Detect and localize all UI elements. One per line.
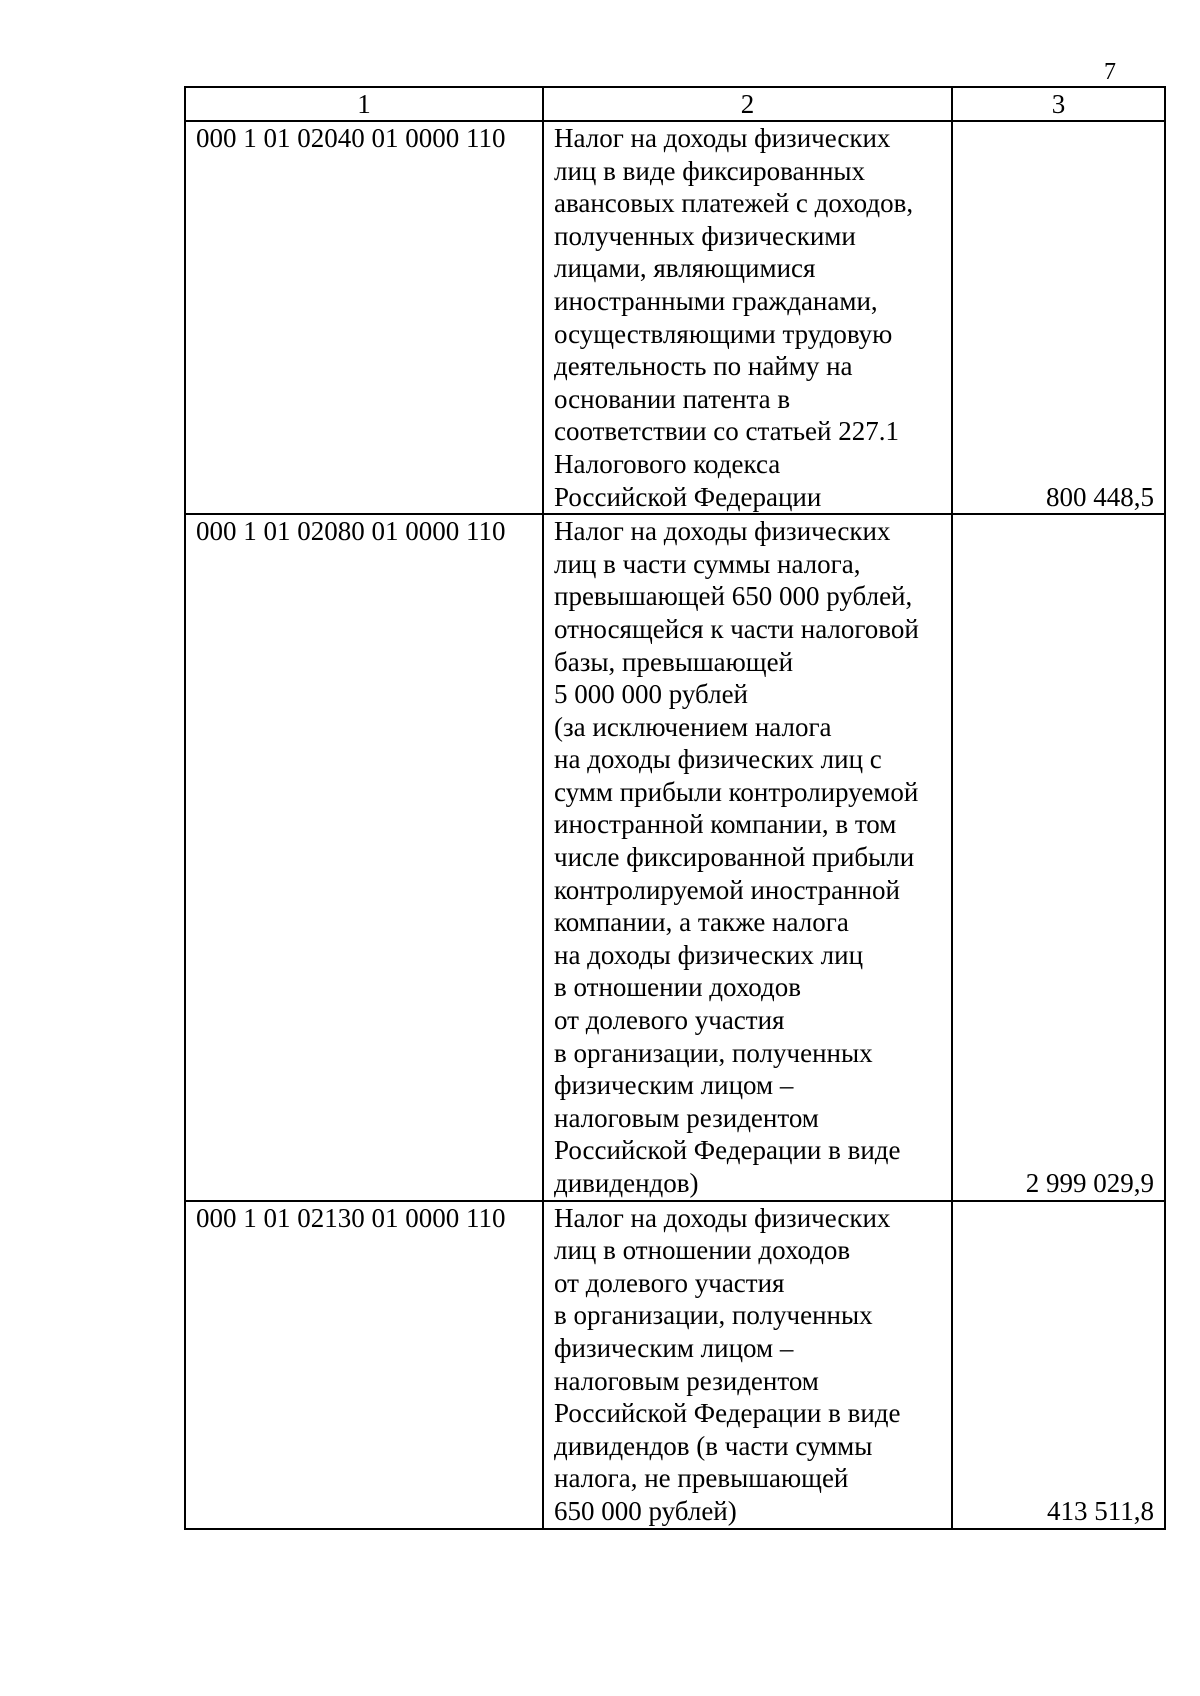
- table-row: [185, 514, 1165, 1200]
- revenue-name-line: лицами, являющимися: [554, 253, 816, 284]
- revenue-name-line: контролируемой иностранной: [554, 874, 900, 905]
- column-header-2: 2: [543, 87, 952, 121]
- amount-value: 800 448,5: [952, 121, 1165, 514]
- revenue-name-line: налога, не превышающей: [554, 1463, 849, 1494]
- revenue-name-line: сумм прибыли контролируемой: [554, 776, 919, 807]
- revenue-name-line: налоговым резидентом: [554, 1102, 819, 1133]
- revenue-name-line: в организации, полученных: [554, 1037, 873, 1068]
- revenue-table: [184, 86, 1166, 1530]
- revenue-name-line: базы, превышающей: [554, 646, 794, 677]
- revenue-name-line: Налог на доходы физических: [554, 516, 891, 547]
- revenue-name-line: относящейся к части налоговой: [554, 613, 919, 644]
- page-number: 7: [1104, 59, 1116, 85]
- revenue-name-line: от долевого участия: [554, 1267, 785, 1298]
- revenue-name-line: полученных физическими: [554, 220, 856, 251]
- revenue-name: [543, 514, 952, 1200]
- revenue-name-line: Налогового кодекса: [554, 448, 781, 479]
- revenue-name-line: Налог на доходы физических: [554, 1202, 891, 1233]
- column-header-1: 1: [185, 87, 543, 121]
- revenue-name-line: Российской Федерации в виде: [554, 1398, 901, 1429]
- table-row: [185, 121, 1165, 514]
- revenue-name-line: в организации, полученных: [554, 1300, 873, 1331]
- revenue-name-line: физическим лицом –: [554, 1332, 794, 1363]
- revenue-name-line: дивидендов (в части суммы: [554, 1430, 873, 1461]
- revenue-name-line: компании, а также налога: [554, 907, 849, 938]
- revenue-name: [543, 1201, 952, 1529]
- revenue-name-line: налоговым резидентом: [554, 1365, 819, 1396]
- revenue-name-line: Российской Федерации в виде: [554, 1135, 901, 1166]
- revenue-name-line: лиц в части суммы налога,: [554, 548, 861, 579]
- revenue-name-line: осуществляющими трудовую: [554, 318, 893, 349]
- revenue-name-line: иностранной компании, в том: [554, 809, 897, 840]
- table-header-row: [185, 87, 1165, 121]
- column-header-3: 3: [952, 87, 1165, 121]
- revenue-name-line: числе фиксированной прибыли: [554, 842, 915, 873]
- budget-classification-code: 000 1 01 02130 01 0000 110: [185, 1201, 543, 1529]
- revenue-name-line: Российской Федерации: [554, 481, 822, 512]
- revenue-name-line: 5 000 000 рублей: [554, 679, 749, 710]
- revenue-name-line: лиц в виде фиксированных: [554, 155, 866, 186]
- revenue-name-line: основании патента в: [554, 383, 791, 414]
- revenue-name-line: 650 000 рублей): [554, 1495, 737, 1526]
- revenue-name-line: иностранными гражданами,: [554, 285, 878, 316]
- revenue-name-line: Налог на доходы физических: [554, 123, 891, 153]
- revenue-name-line: превышающей 650 000 рублей,: [554, 581, 913, 612]
- revenue-name-line: дивидендов): [554, 1168, 699, 1198]
- budget-classification-code: 000 1 01 02040 01 0000 110: [185, 121, 543, 514]
- revenue-name-line: деятельность по найму на: [554, 351, 853, 382]
- table-row: [185, 1201, 1165, 1529]
- revenue-name-line: лиц в отношении доходов: [554, 1235, 851, 1266]
- revenue-name-line: на доходы физических лиц с: [554, 744, 882, 775]
- revenue-name-line: соответствии со статьей 227.1: [554, 416, 899, 447]
- revenue-name-line: авансовых платежей с доходов,: [554, 188, 914, 219]
- revenue-name-line: от долевого участия: [554, 1005, 785, 1036]
- table-body: [185, 121, 1165, 1529]
- revenue-name: [543, 121, 952, 514]
- revenue-name-line: физическим лицом –: [554, 1070, 794, 1101]
- revenue-name-line: на доходы физических лиц: [554, 939, 864, 970]
- revenue-name-line: (за исключением налога: [554, 711, 832, 742]
- budget-classification-code: 000 1 01 02080 01 0000 110: [185, 514, 543, 1200]
- amount-value: 2 999 029,9: [952, 514, 1165, 1200]
- amount-value: 413 511,8: [952, 1201, 1165, 1529]
- revenue-name-line: в отношении доходов: [554, 972, 802, 1003]
